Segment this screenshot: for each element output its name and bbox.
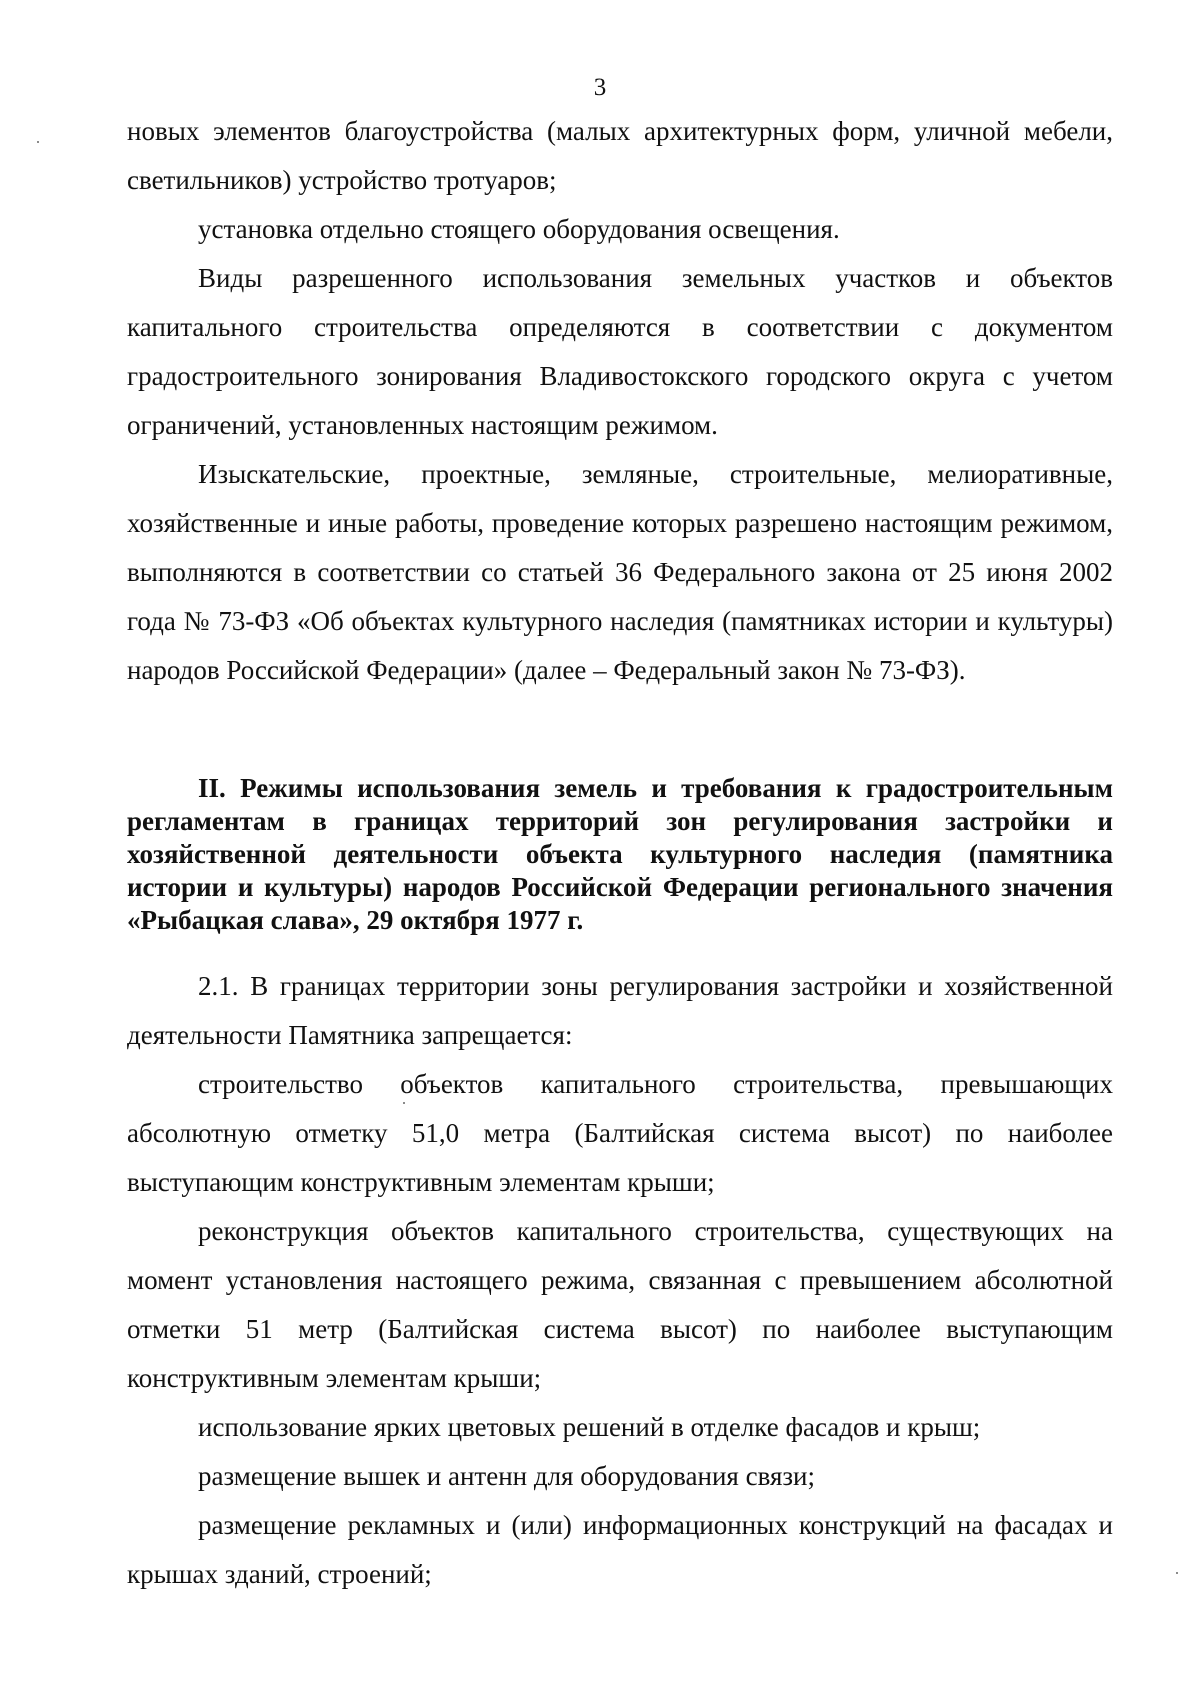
page-number: 3	[593, 74, 607, 101]
top-section	[127, 107, 1113, 695]
paragraph-advertising: размещение рекламных и (или) информационных конструкций на фасадах и крышах зданий, строений;	[127, 1510, 1113, 1589]
section-heading: II. Режимы использования земель и требования к градостроительным регламентам в границах территорий зон регулирования застройки и хозяйственной деятельности объекта культурного наследия (памятника истории и культуры) народов Российской Федерации регионального значения «Рыбацкая слава», 29 октября 1977 г.	[127, 773, 1113, 935]
paragraph-permitted-use: Виды разрешенного использования земельных участков и объектов капитального строительства определяются в соответствии с документом градостроительного зонирования Владивостокского городского округа с учетом ограничений, установленных настоящим режимом.	[127, 263, 1113, 440]
scan-speck	[403, 1102, 405, 1104]
paragraph-prohibitions-intro: 2.1. В границах территории зоны регулирования застройки и хозяйственной деятельности Памятника запрещается:	[127, 971, 1113, 1050]
scan-speck	[1176, 1572, 1178, 1574]
bottom-section	[127, 962, 1113, 1599]
paragraph-bright-colors: использование ярких цветовых решений в отделке фасадов и крыш;	[198, 1412, 981, 1442]
paragraph-works: Изыскательские, проектные, земляные, строительные, мелиоративные, хозяйственные и иные работы, проведение которых разрешено настоящим режимом, выполняются в соответствии со статьей 36 Федерального закона от 25 июня 2002 года № 73-ФЗ «Об объектах культурного наследия (памятниках истории и культуры) народов Российской Федерации» (далее – Федеральный закон № 73-ФЗ).	[127, 459, 1113, 685]
paragraph-towers-antennas: размещение вышек и антенн для оборудования связи;	[198, 1461, 815, 1491]
paragraph-continuation: новых элементов благоустройства (малых архитектурных форм, уличной мебели, светильников) устройство тротуаров;	[127, 116, 1113, 195]
paragraph-construction-limit: строительство объектов капитального строительства, превышающих абсолютную отметку 51,0 метра (Балтийская система высот) по наиболее выступающим конструктивным элементам крыши;	[127, 1069, 1113, 1197]
paragraph-lighting: установка отдельно стоящего оборудования освещения.	[198, 214, 840, 244]
scan-speck	[37, 141, 39, 143]
paragraph-reconstruction-limit: реконструкция объектов капитального строительства, существующих на момент установления настоящего режима, связанная с превышением абсолютной отметки 51 метр (Балтийская система высот) по наиболее выступающим конструктивным элементам крыши;	[127, 1216, 1113, 1393]
